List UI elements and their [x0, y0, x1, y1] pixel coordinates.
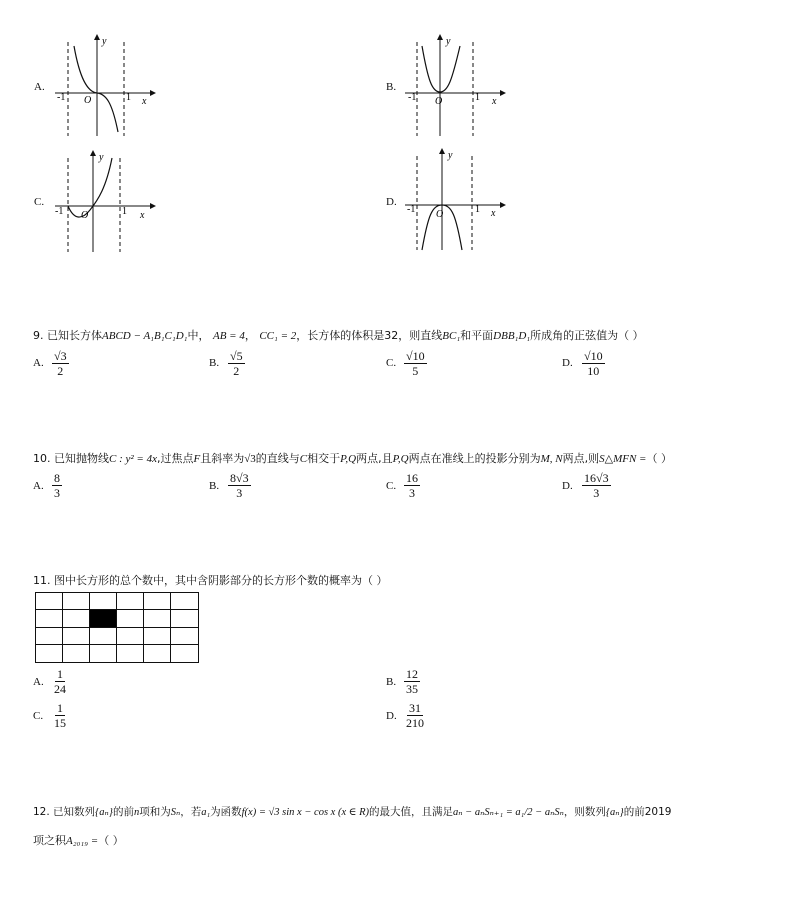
- q9-stem: 9. 已知长方体ABCD − A₁B₁C₁D₁中， AB = 4， CC₁ = 2，长方体的体积是32，则直线BC₁和平面DBB₁D₁所成角的正弦值为（ ）: [33, 329, 644, 342]
- grid-cell: [36, 628, 63, 645]
- grid-cell: [144, 645, 171, 662]
- svg-text:y: y: [99, 152, 104, 163]
- grid-cell: [36, 610, 63, 627]
- question-text: 图中长方形的总个数中，其中含阴影部分的长方形个数的概率为（ ）: [54, 574, 388, 587]
- svg-text:1: 1: [122, 206, 127, 217]
- grid-cell: [36, 645, 63, 662]
- rectangle-grid-figure: [35, 592, 199, 663]
- option-letter: C.: [34, 196, 45, 208]
- option-a-fraction: $\frac{1}{24}$: [54, 667, 66, 696]
- math-expr: DBB₁D₁: [493, 330, 531, 342]
- svg-text:1: 1: [475, 204, 480, 215]
- x-label: x: [142, 96, 147, 107]
- math-expr: AB = 4: [212, 330, 245, 342]
- svg-text:x: x: [492, 96, 497, 107]
- svg-text:y: y: [448, 150, 453, 161]
- option-d-letter: D.: [562, 480, 573, 492]
- grid-cell: [144, 628, 171, 645]
- graph-a: [50, 32, 160, 141]
- svg-text:-1: -1: [407, 204, 416, 215]
- grid-cell: [117, 593, 144, 610]
- origin-label: O: [84, 95, 92, 106]
- grid-cell: [63, 610, 90, 627]
- grid-cell: [171, 628, 198, 645]
- question-number: 9.: [33, 329, 44, 342]
- option-b-fraction: $\frac{√5}{2}$: [230, 349, 243, 378]
- svg-text:y: y: [446, 36, 451, 47]
- option-d-letter: D.: [562, 357, 573, 369]
- option-d-fraction: $\frac{16√3}{3}$: [584, 471, 609, 500]
- option-letter: A.: [34, 81, 45, 93]
- option-c-letter: C.: [386, 480, 397, 492]
- option-letter: D.: [386, 196, 397, 208]
- option-c-letter: C.: [33, 710, 44, 722]
- grid-cell: [171, 610, 198, 627]
- question-number: 11.: [33, 574, 51, 587]
- svg-text:O: O: [436, 209, 444, 220]
- question-number: 10.: [33, 452, 51, 465]
- svg-text:O: O: [81, 210, 89, 221]
- grid-cell: [63, 645, 90, 662]
- grid-cell: [63, 593, 90, 610]
- svg-text:O: O: [435, 96, 443, 107]
- svg-text:x: x: [491, 208, 496, 219]
- math-expr: CC₁ = 2: [259, 330, 297, 342]
- tick-neg1: -1: [57, 92, 66, 103]
- grid-cell: [144, 593, 171, 610]
- y-label: y: [102, 36, 107, 47]
- q12-stem-line1: 12. 已知数列{aₙ}的前n项和为Sₙ，若a₁为函数f(x) = √3 sin x − cos x (x ∈ R)的最大值，且满足aₙ − aₙSₙ₊₁ = a₁/2 − aₙSₙ，则数列{aₙ}的前2019: [33, 806, 672, 818]
- svg-text:1: 1: [475, 92, 480, 103]
- shaded-cell: [90, 610, 117, 627]
- option-c-letter: C.: [386, 357, 397, 369]
- svg-text:-1: -1: [408, 92, 417, 103]
- option-c-fraction: $\frac{√10}{5}$: [406, 349, 425, 378]
- grid-cell: [117, 628, 144, 645]
- option-letter: B.: [386, 81, 397, 93]
- math-expr: BC₁: [442, 330, 461, 342]
- graph-c: [50, 148, 160, 257]
- option-a-fraction: $\frac{√3}{2}$: [54, 349, 67, 378]
- option-b-letter: B.: [386, 676, 397, 688]
- q12-stem-line2: 项之积A₂₀₁₉ =（ ）: [33, 834, 124, 847]
- grid-cell: [90, 628, 117, 645]
- option-d-letter: D.: [386, 710, 397, 722]
- graph-b: [400, 32, 510, 141]
- grid-cell: [117, 610, 144, 627]
- grid-cell: [171, 645, 198, 662]
- grid-cell: [90, 645, 117, 662]
- option-d-fraction: $\frac{31}{210}$: [406, 701, 424, 730]
- option-b-fraction: $\frac{12}{35}$: [406, 667, 418, 696]
- q11-stem: [33, 572, 388, 588]
- graph-d: [400, 146, 510, 255]
- option-a-letter: A.: [33, 480, 44, 492]
- option-a-letter: A.: [33, 676, 44, 688]
- grid-cell: [144, 610, 171, 627]
- svg-text:-1: -1: [55, 206, 64, 217]
- tick-1: 1: [126, 92, 131, 103]
- svg-text:x: x: [140, 210, 145, 221]
- math-expr: ABCD − A₁B₁C₁D₁: [102, 330, 188, 342]
- option-c-fraction: $\frac{1}{15}$: [54, 701, 66, 730]
- option-d-fraction: $\frac{√10}{10}$: [584, 349, 603, 378]
- grid-cell: [171, 593, 198, 610]
- q10-stem: 10. 已知抛物线C : y² = 4x,过焦点F且斜率为√3的直线与C相交于P,Q两点,且P,Q两点在准线上的投影分别为M, N两点,则S△MFN =（ ）: [33, 452, 672, 465]
- grid-cell: [117, 645, 144, 662]
- grid-cell: [36, 593, 63, 610]
- grid-cell: [63, 628, 90, 645]
- option-b-letter: B.: [209, 357, 220, 369]
- option-b-fraction: $\frac{8√3}{3}$: [230, 471, 249, 500]
- grid-cell: [90, 593, 117, 610]
- option-a-fraction: $\frac{8}{3}$: [54, 471, 60, 500]
- option-a-letter: A.: [33, 357, 44, 369]
- option-c-fraction: $\frac{16}{3}$: [406, 471, 418, 500]
- option-b-letter: B.: [209, 480, 220, 492]
- question-number: 12.: [33, 806, 50, 818]
